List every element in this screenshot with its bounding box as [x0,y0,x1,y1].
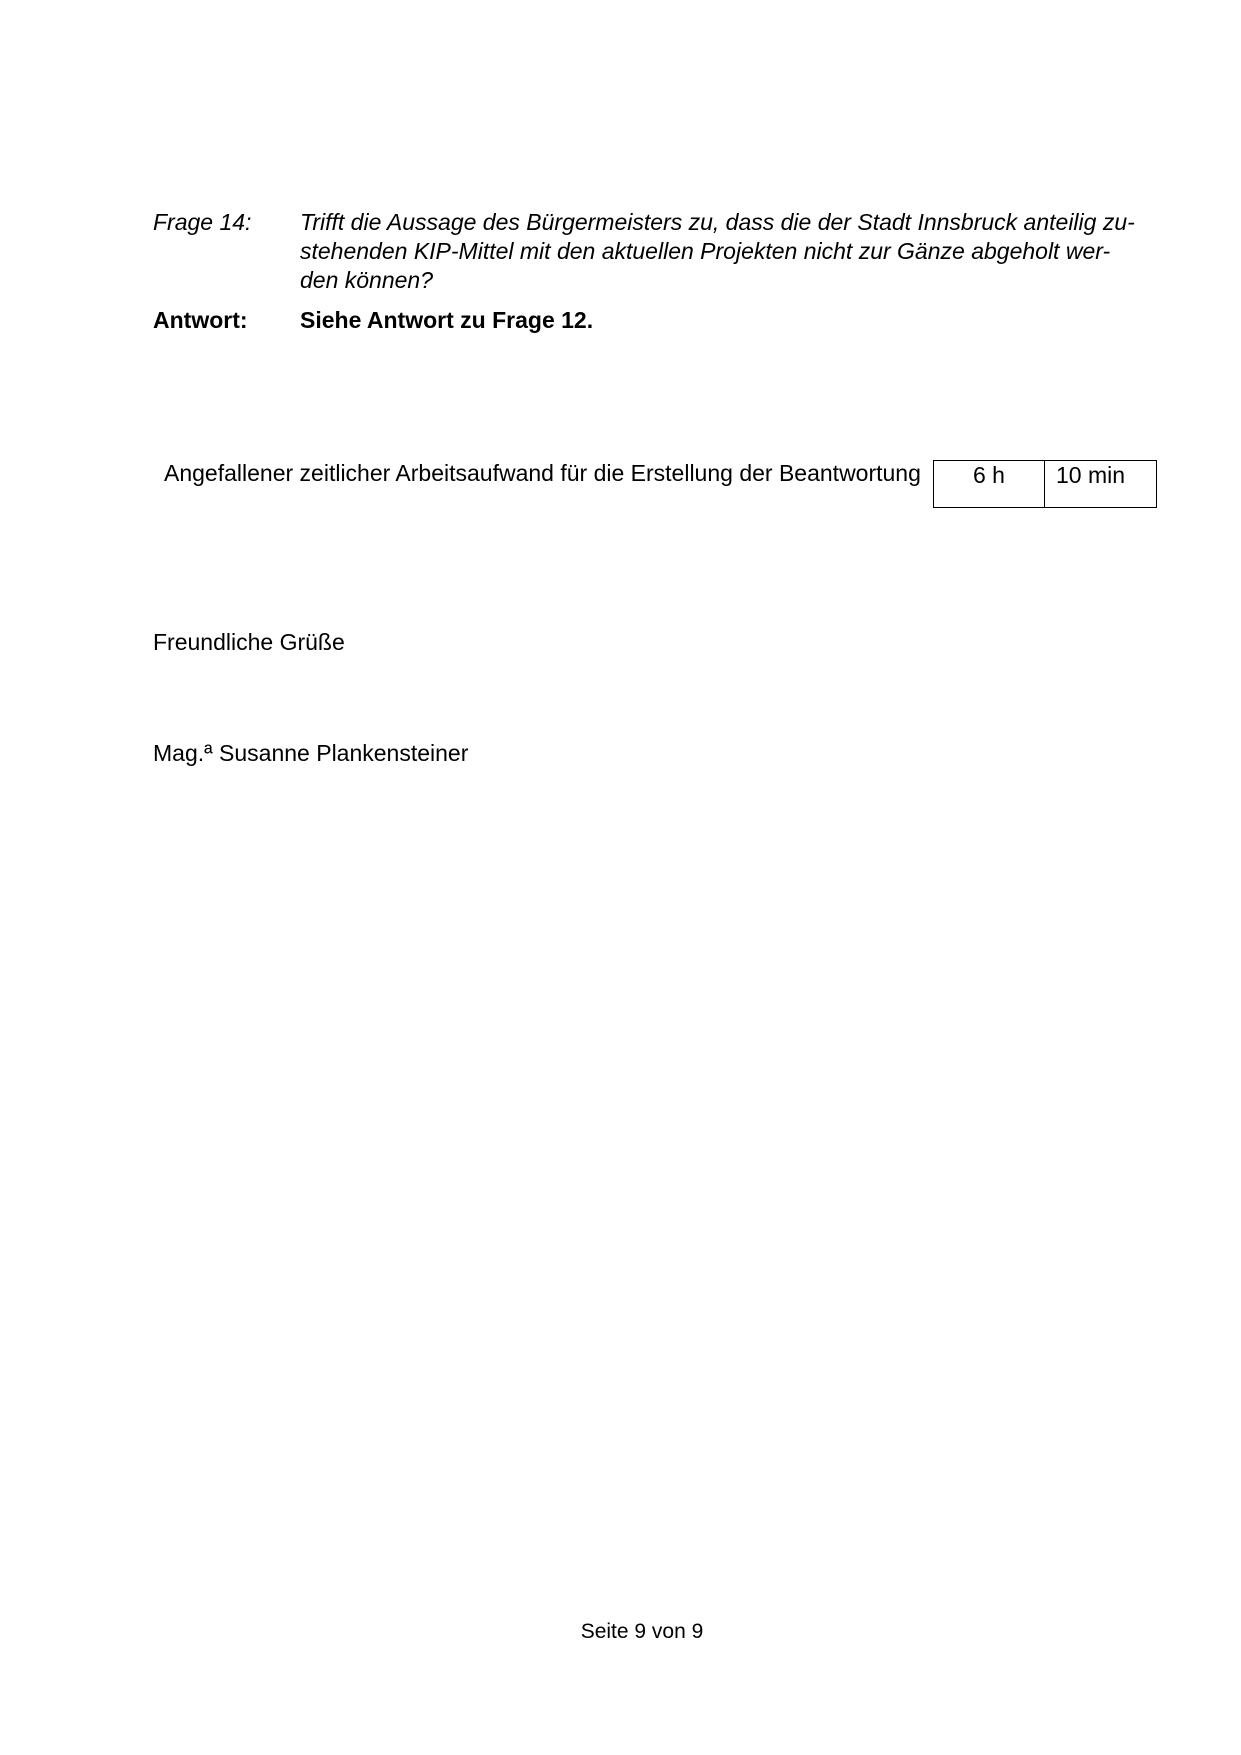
effort-row [934,461,1157,508]
page-number: Seite 9 von 9 [580,1620,704,1643]
signature-name: Mag.ª Susanne Plankensteiner [153,740,469,766]
question-line-3: den können? [300,267,434,293]
question-text [300,208,1140,295]
answer-label: Antwort: [153,307,248,333]
question-line-2: stehenden KIP-Mittel mit den aktuellen Projekten nicht zur Gänze abgeholt wer- [300,238,1111,264]
question-line-1: Trifft die Aussage des Bürgermeisters zu, dass die der Stadt Innsbruck anteilig zu- [300,209,1135,235]
question-label: Frage 14: [153,209,252,235]
effort-table [933,460,1157,508]
effort-hours-cell: 6 h [934,461,1045,508]
effort-label: Angefallener zeitlicher Arbeitsaufwand für die Erstellung der Beantwortung [164,460,921,486]
answer-text: Siehe Antwort zu Frage 12. [300,307,594,333]
effort-minutes-cell: 10 min [1045,461,1157,508]
greeting: Freundliche Grüße [153,629,345,655]
